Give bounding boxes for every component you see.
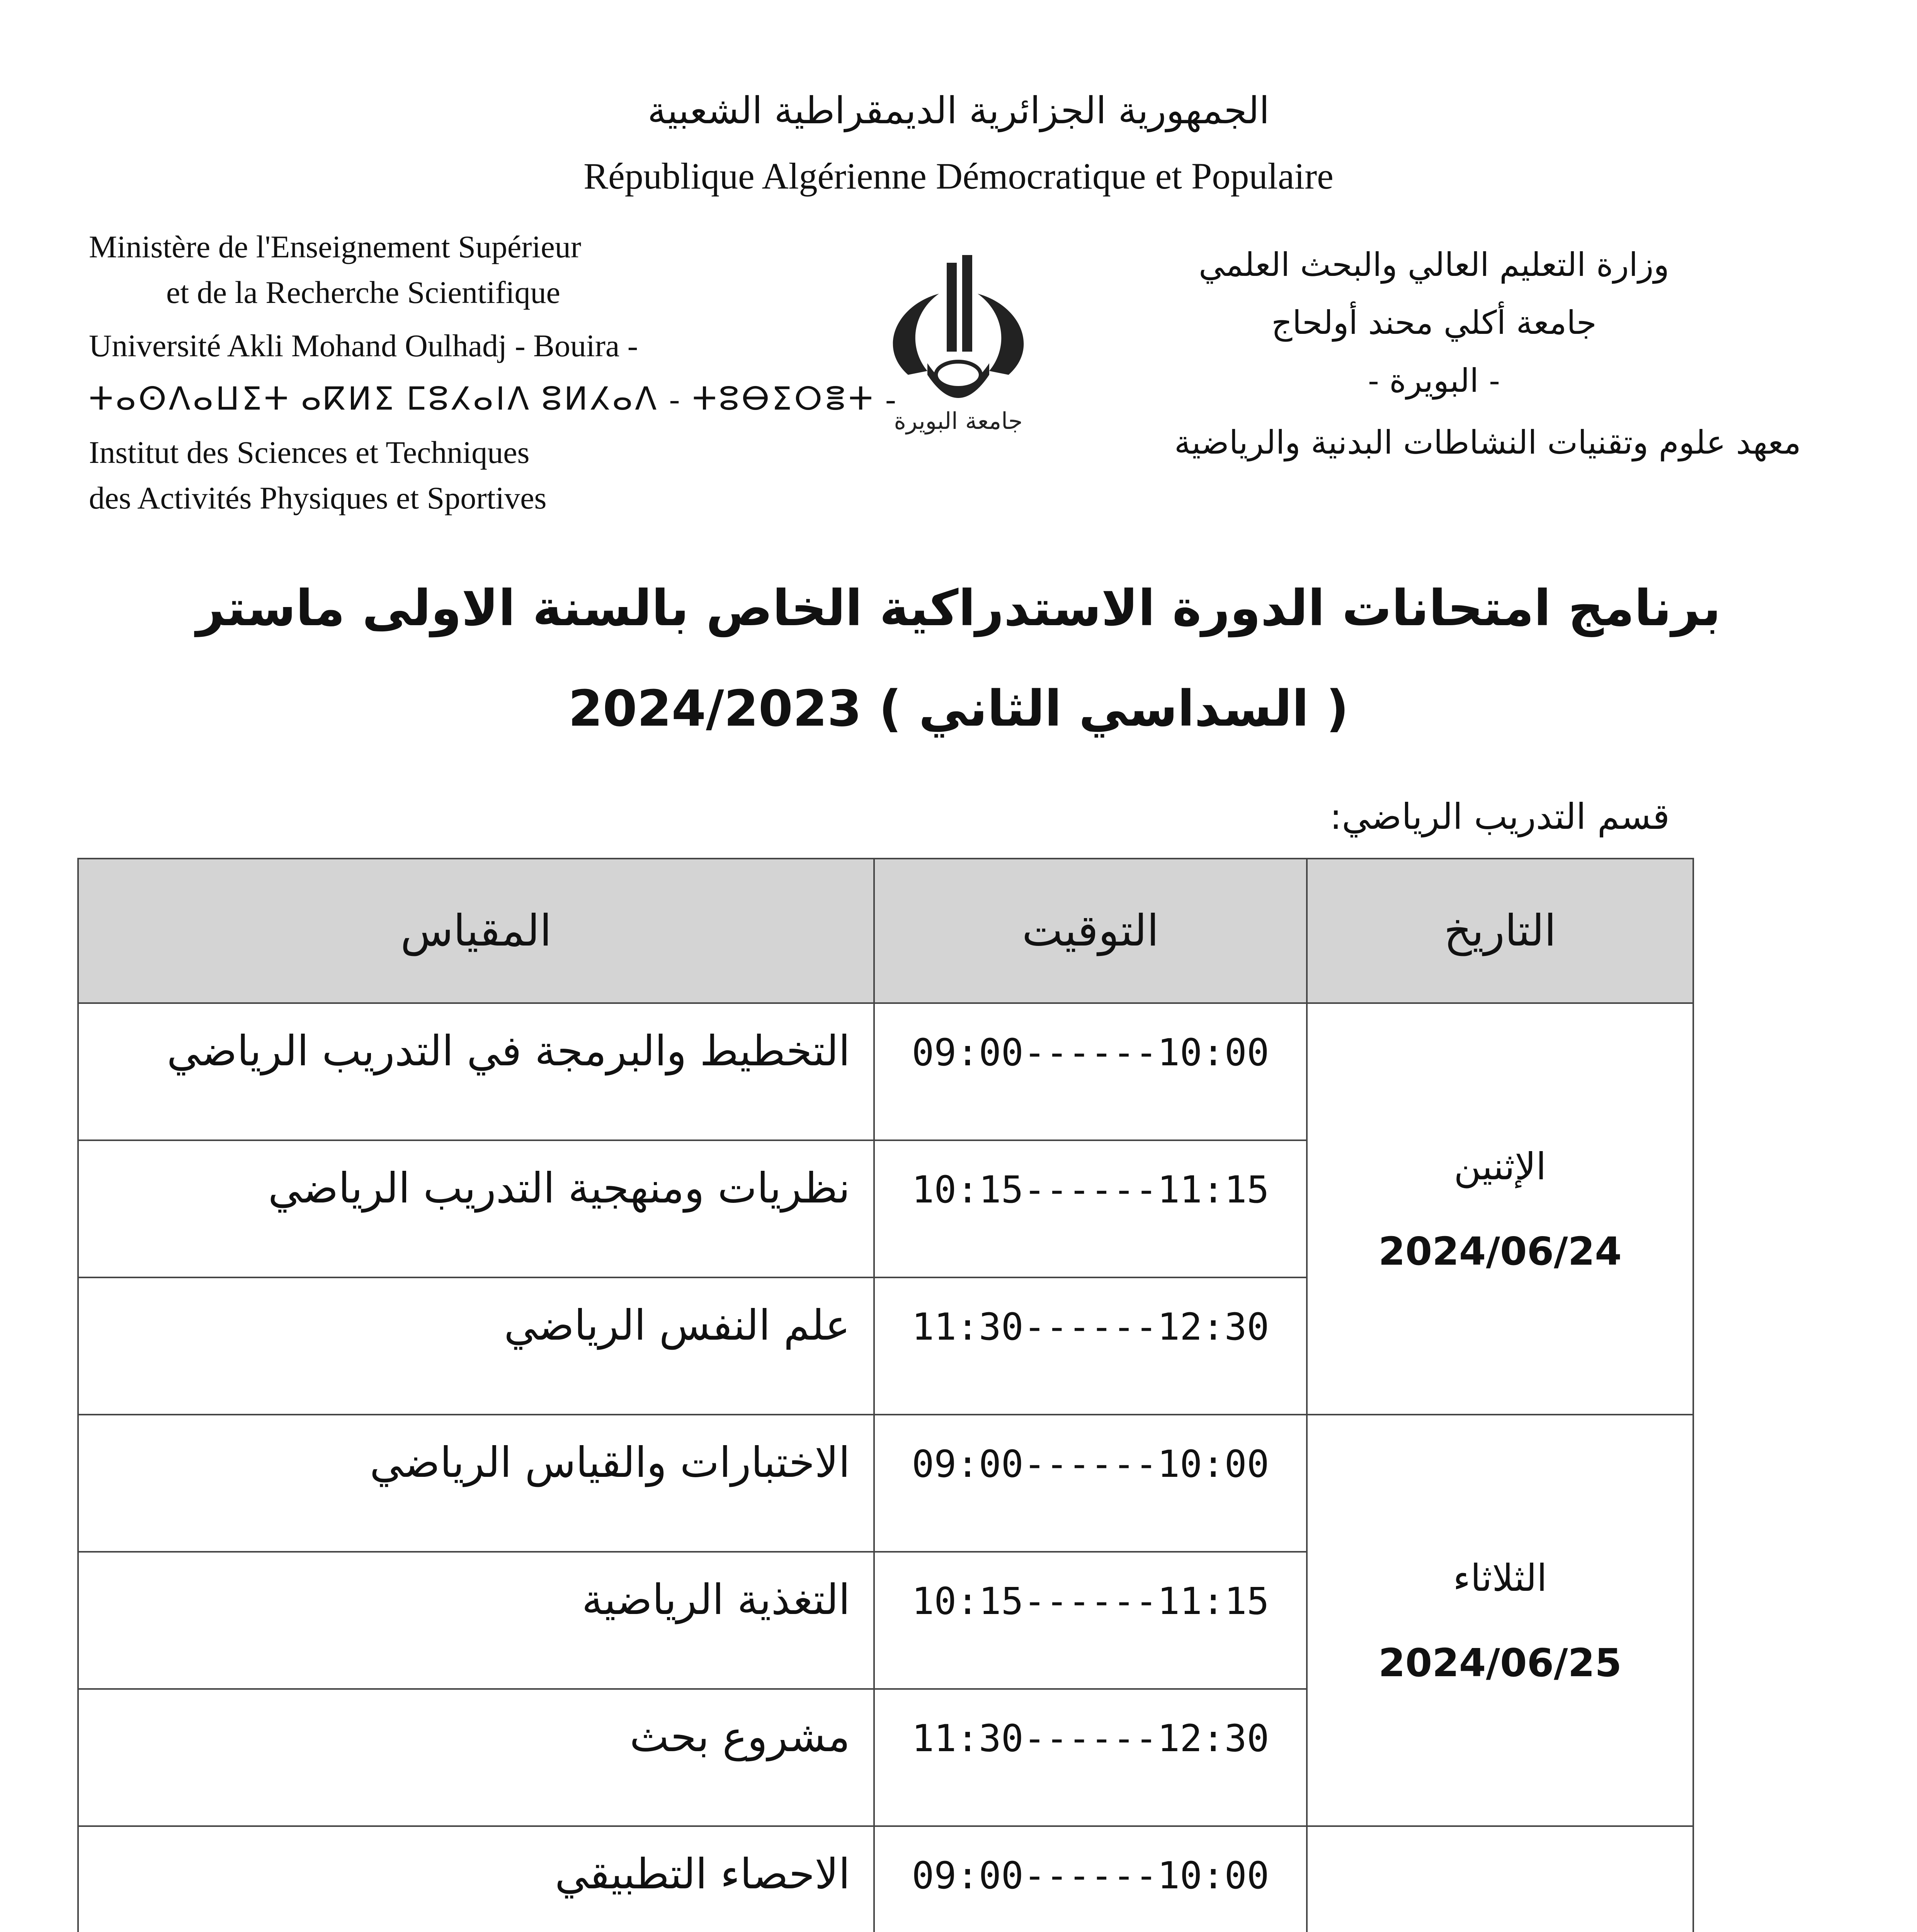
day-date: 2024/06/24 — [1378, 1228, 1622, 1274]
time-cell: 09:00------10:00 — [874, 1826, 1307, 1932]
day-cell — [1307, 1415, 1693, 1826]
republic-title-arabic: الجمهورية الجزائرية الديمقراطية الشعبية — [647, 89, 1270, 132]
table-row — [78, 1415, 1693, 1552]
header-subject: المقياس — [78, 859, 874, 1003]
day-name: الثلاثاء — [1453, 1556, 1547, 1600]
university-name-tifinagh: ⵜⴰⵙⴷⴰⵡⵉⵜ ⴰⴽⵍⵉ ⵎⵓⵃⴰⵏⴷ ⵓⵍⵃⴰⴷ - ⵜⵓⴱⵉⵔⴻⵜ - — [89, 381, 898, 417]
subject-cell: نظريات ومنهجية التدريب الرياضي — [78, 1140, 874, 1277]
subject-cell: التخطيط والبرمجة في التدريب الرياضي — [78, 1003, 874, 1140]
time-cell: 10:15------11:15 — [874, 1140, 1307, 1277]
subject-cell: الاحصاء التطبيقي — [78, 1826, 874, 1932]
arabic-institution-block — [1067, 236, 1801, 471]
ministry-ar: وزارة التعليم العالي والبحث العلمي — [1199, 246, 1669, 284]
header-date: التاريخ — [1307, 859, 1693, 1003]
day-name: الإثنين — [1454, 1145, 1546, 1188]
time-cell: 09:00------10:00 — [874, 1415, 1307, 1552]
university-logo — [850, 247, 1067, 448]
day-cell — [1307, 1826, 1693, 1932]
university-name-ar: جامعة أكلي محند أولحاج — [1271, 304, 1597, 342]
institute-line-2: des Activités Physiques et Sportives — [89, 480, 547, 515]
document-title: برنامج امتحانات الدورة الاستدراكية الخاص بالسنة الاولى ماستر — [196, 580, 1721, 637]
header-time: التوقيت — [874, 859, 1307, 1003]
university-name-fr: Université Akli Mohand Oulhadj - Bouira - — [89, 328, 638, 363]
day-cell — [1307, 1003, 1693, 1415]
department-label: قسم التدريب الرياضي: — [1330, 796, 1670, 837]
time-cell: 11:30------12:30 — [874, 1277, 1307, 1415]
french-institution-block — [89, 224, 898, 521]
institute-line-1: Institut des Sciences et Techniques — [89, 435, 530, 470]
table-header-row — [78, 859, 1693, 1003]
time-cell: 11:30------12:30 — [874, 1689, 1307, 1826]
logo-caption: جامعة البويرة — [894, 408, 1023, 435]
time-cell: 10:15------11:15 — [874, 1552, 1307, 1689]
city-ar: - البويرة - — [1368, 362, 1500, 400]
document-subtitle: ( السداسي الثاني ) 2024/2023 — [568, 680, 1349, 738]
ministry-line-2: et de la Recherche Scientifique — [166, 275, 560, 310]
table-row — [78, 1003, 1693, 1140]
ministry-line-1: Ministère de l'Enseignement Supérieur — [89, 229, 582, 264]
institute-ar: معهد علوم وتقنيات النشاطات البدنية والرياضية — [1174, 423, 1801, 461]
subject-cell: علم النفس الرياضي — [78, 1277, 874, 1415]
day-date: 2024/06/25 — [1378, 1640, 1622, 1685]
subject-cell: مشروع بحث — [78, 1689, 874, 1826]
time-cell: 09:00------10:00 — [874, 1003, 1307, 1140]
republic-title-french: République Algérienne Démocratique et Populaire — [583, 155, 1334, 197]
subject-cell: الاختبارات والقياس الرياضي — [78, 1415, 874, 1552]
subject-cell: التغذية الرياضية — [78, 1552, 874, 1689]
table-row — [78, 1826, 1693, 1932]
exam-schedule-table — [77, 858, 1694, 1932]
